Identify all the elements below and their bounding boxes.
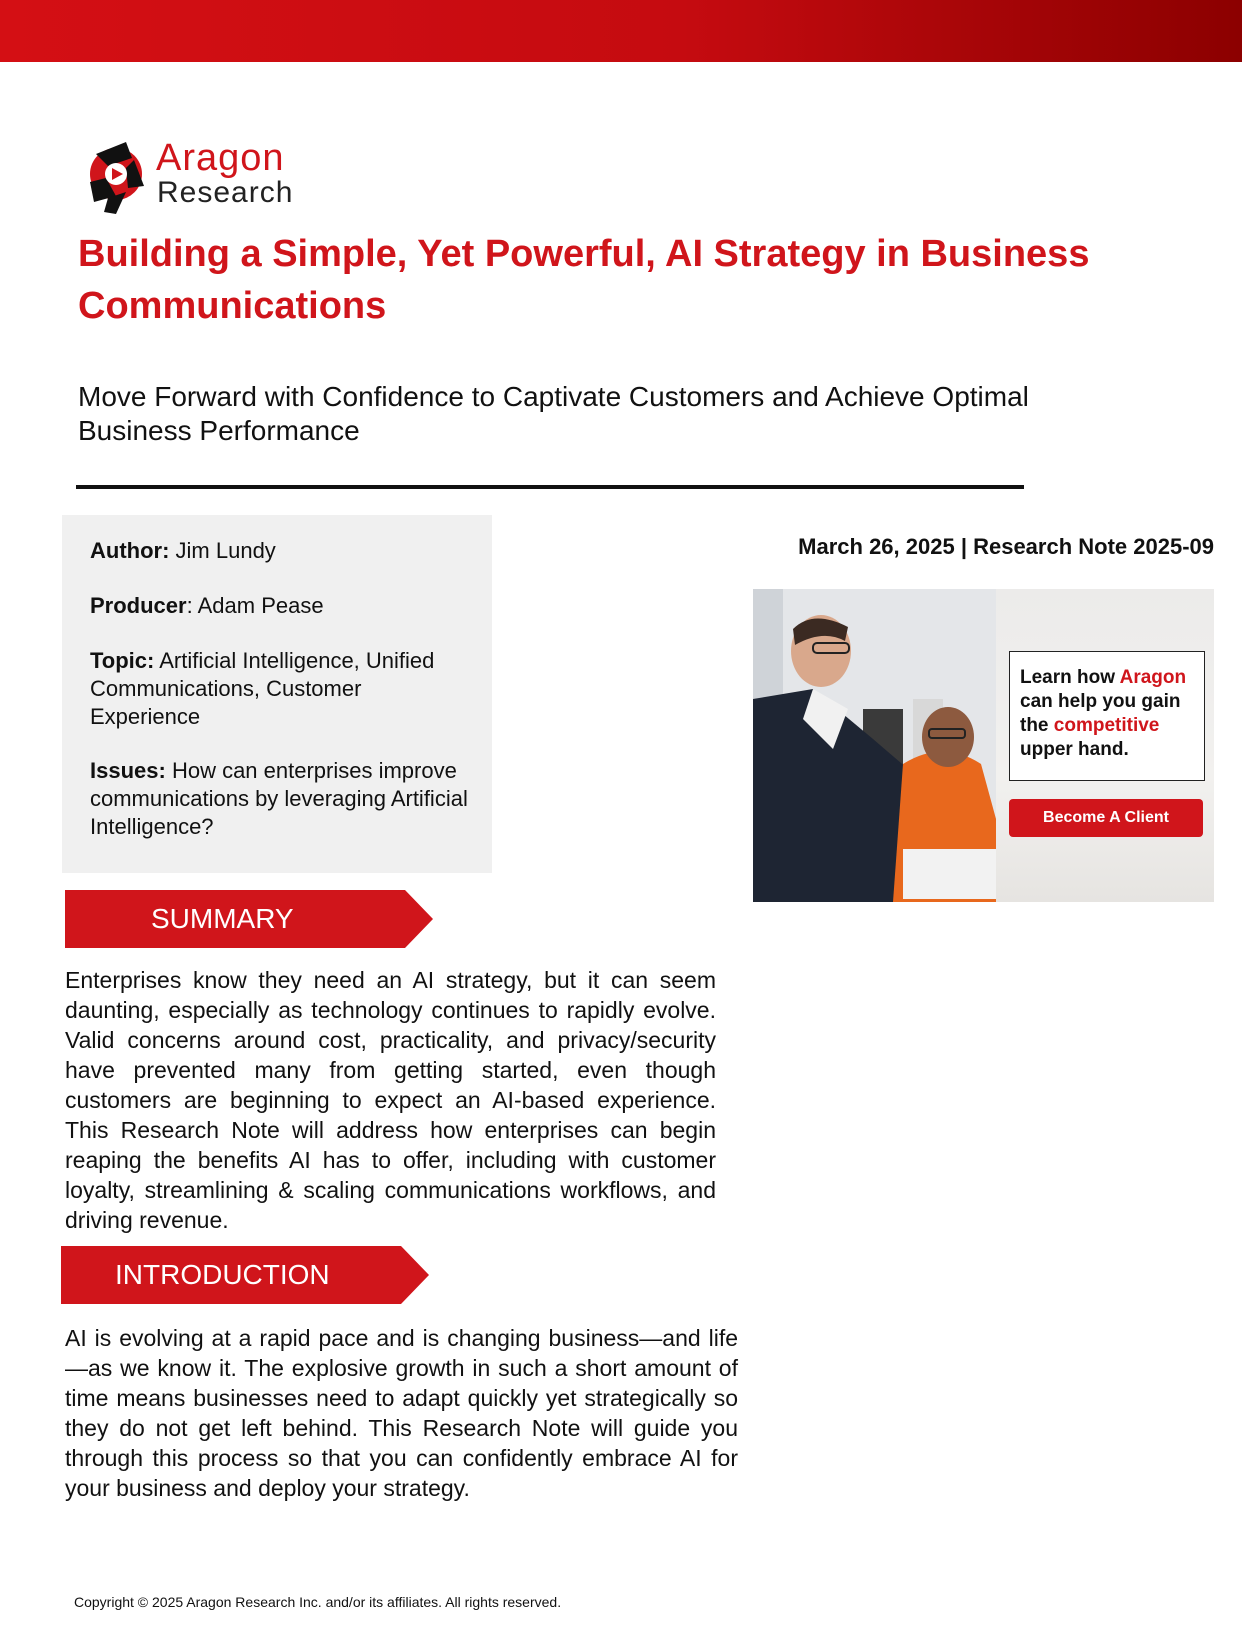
business-meeting-photo xyxy=(753,589,996,902)
topic-label: Topic: xyxy=(90,648,155,673)
summary-body: Enterprises know they need an AI strategy, but it can seem daunting, especially as technology continues to rapidly evolve. Valid concerns around cost, practicality, and privacy/security have prevented many from getting started, even though customers are beginning to expect an AI-based experience. This Research Note will address how enterprises can begin reaping the benefits AI has to offer, including with customer loyalty, streamlining & scaling communications workflows, and driving revenue. xyxy=(65,967,716,1233)
document-subtitle: Move Forward with Confidence to Captivate Customers and Achieve Optimal Business Performance xyxy=(78,381,1029,446)
become-client-ad[interactable] xyxy=(753,589,1214,902)
ad-text-part-1: Learn how xyxy=(1020,667,1120,688)
logo-word-aragon: Aragon xyxy=(156,137,285,179)
topic-value: Artificial Intelligence, Unified Communications, Customer Experience xyxy=(90,648,435,729)
ad-message-card xyxy=(1009,651,1205,781)
author-line xyxy=(90,537,475,565)
copyright-footer: Copyright © 2025 Aragon Research Inc. and/or its affiliates. All rights reserved. xyxy=(74,1594,562,1610)
ad-brand-word: Aragon xyxy=(1119,667,1187,688)
producer-value: : Adam Pease xyxy=(186,593,324,618)
issues-line xyxy=(90,757,475,841)
producer-line xyxy=(90,592,475,620)
ad-text-part-3: upper hand. xyxy=(1020,739,1129,760)
author-label: Author: xyxy=(90,538,170,563)
top-color-bar xyxy=(0,0,1242,62)
ad-highlight-word: competitive xyxy=(1053,715,1160,736)
title-divider xyxy=(76,485,1024,489)
aperture-logo-icon xyxy=(86,136,150,216)
summary-banner xyxy=(65,890,435,948)
date-and-note-number: March 26, 2025 | Research Note 2025-09 xyxy=(798,534,1214,559)
introduction-banner xyxy=(61,1246,431,1304)
become-client-button[interactable]: Become A Client xyxy=(1009,799,1203,837)
document-title: Building a Simple, Yet Powerful, AI Strategy in Business Communications xyxy=(78,233,1090,327)
introduction-heading: INTRODUCTION xyxy=(115,1259,330,1290)
summary-heading: SUMMARY xyxy=(151,903,294,934)
issues-value: How can enterprises improve communications by leveraging Artificial Intelligence? xyxy=(90,758,468,839)
aragon-research-logo xyxy=(86,136,346,220)
author-value: Jim Lundy xyxy=(169,538,276,563)
introduction-body: AI is evolving at a rapid pace and is changing business—and life—as we know it. The explosive growth in such a short amount of time means businesses need to adapt quickly yet strategically so they do not get left behind. This Research Note will guide you through this process so that you can confidently embrace AI for your business and deploy your strategy. xyxy=(65,1325,738,1501)
issues-label: Issues: xyxy=(90,758,166,783)
topic-line xyxy=(90,647,475,731)
producer-label: Producer xyxy=(90,593,187,618)
metadata-box xyxy=(62,515,492,873)
logo-word-research: Research xyxy=(157,176,294,209)
ad-text-part-2: can help you gain the xyxy=(1020,691,1181,736)
